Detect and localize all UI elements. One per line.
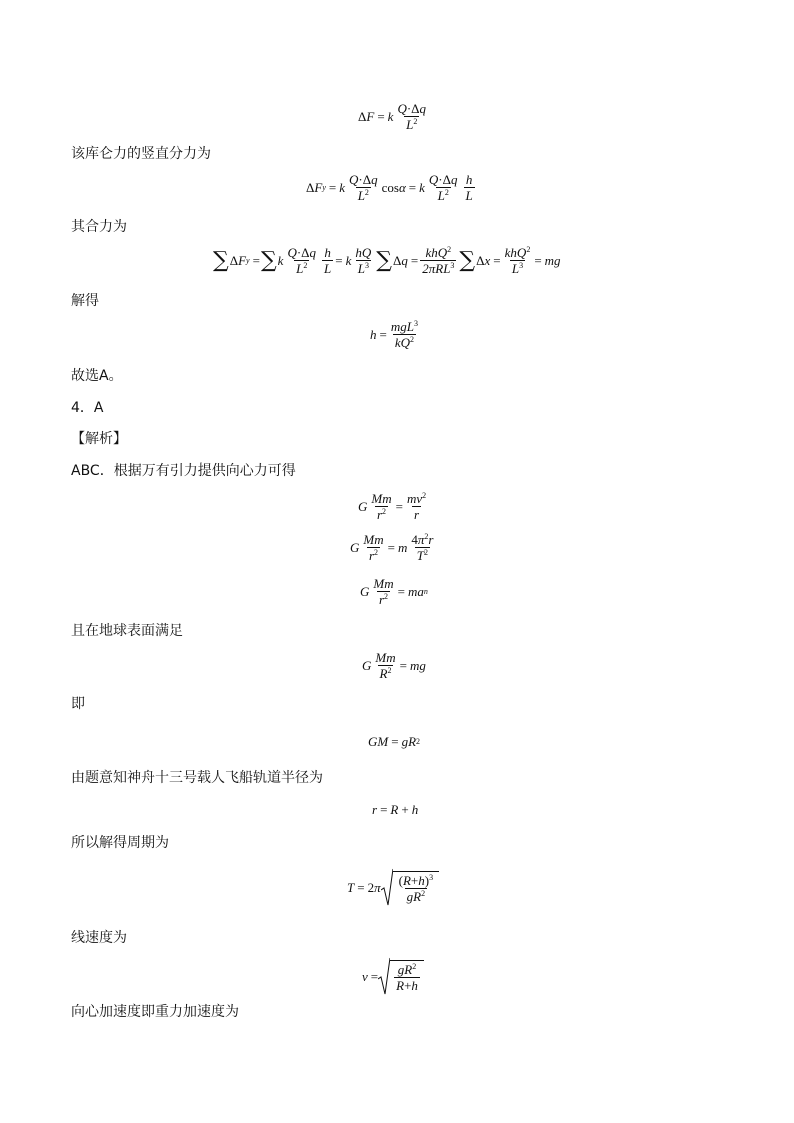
equation-period: T = 2 π $\frac{(R+h)^3}{gR^2}$ [347, 868, 439, 906]
text-resultant: 其合力为 [71, 219, 127, 235]
text-period-result: 所以解得周期为 [71, 835, 169, 851]
equation-gravity-period: G $\frac{Mm}{r^2}$ = m $\frac{4\pi^2r}{T^2}$ [350, 532, 434, 563]
equation-h: h = $\frac{mgL^3}{kQ^2}$ [370, 319, 418, 350]
text-orbit-radius: 由题意知神舟十三号载人飞船轨道半径为 [71, 770, 323, 786]
text-vertical-component: 该库仑力的竖直分力为 [71, 146, 211, 162]
equation-sum-forces: ∑ Δ F y = ∑ k $\frac{Q\cdot\Delta q}{L^2}$ $\frac{h}{L}$ = k $\frac{hQ}{L^3}$ ∑ Δ q = $\frac{khQ^2}{2\pi RL^3}$ ∑ Δ x = $\frac{khQ^2}{L^3}$ = mg [213, 245, 561, 276]
text-centripetal-accel: 向心加速度即重力加速度为 [71, 1004, 239, 1020]
equation-surface: G $\frac{Mm}{R^2}$ = mg [362, 650, 426, 681]
equation-delta-fy: Δ F y = k $\frac{Q\cdot\Delta q}{L^2}$ cos α = k $\frac{Q\cdot\Delta q}{L^2}$ $\frac{h}{L}$ [306, 172, 473, 203]
text-namely: 即 [71, 696, 85, 712]
equation-r: r = R + h [372, 802, 419, 817]
text-analysis-heading: 【解析】 [71, 431, 127, 447]
equation-gravity-velocity: G $\frac{Mm}{r^2}$ = $\frac{mv^2}{r}$ [358, 491, 427, 522]
text-solve: 解得 [71, 293, 99, 309]
text-linear-speed: 线速度为 [71, 930, 127, 946]
sqrt-symbol: $\frac{gR^2}{R+h}$ [378, 957, 424, 995]
text-choose-a: 故选A。 [71, 368, 123, 384]
equation-gm: GM = gR 2 [368, 734, 421, 749]
equation-gravity-accel: G $\frac{Mm}{r^2}$ = ma n [360, 576, 428, 607]
equation-velocity: v = $\frac{gR^2}{R+h}$ [362, 957, 424, 995]
text-abc-intro: ABC．根据万有引力提供向心力可得 [71, 463, 296, 479]
sqrt-symbol: $\frac{(R+h)^3}{gR^2}$ [381, 868, 439, 906]
text-q4-answer: 4．A [71, 400, 104, 416]
text-surface: 且在地球表面满足 [71, 623, 183, 639]
equation-delta-f: Δ F = k $\frac{Q\cdot\Delta q}{L^2}$ [358, 101, 427, 132]
